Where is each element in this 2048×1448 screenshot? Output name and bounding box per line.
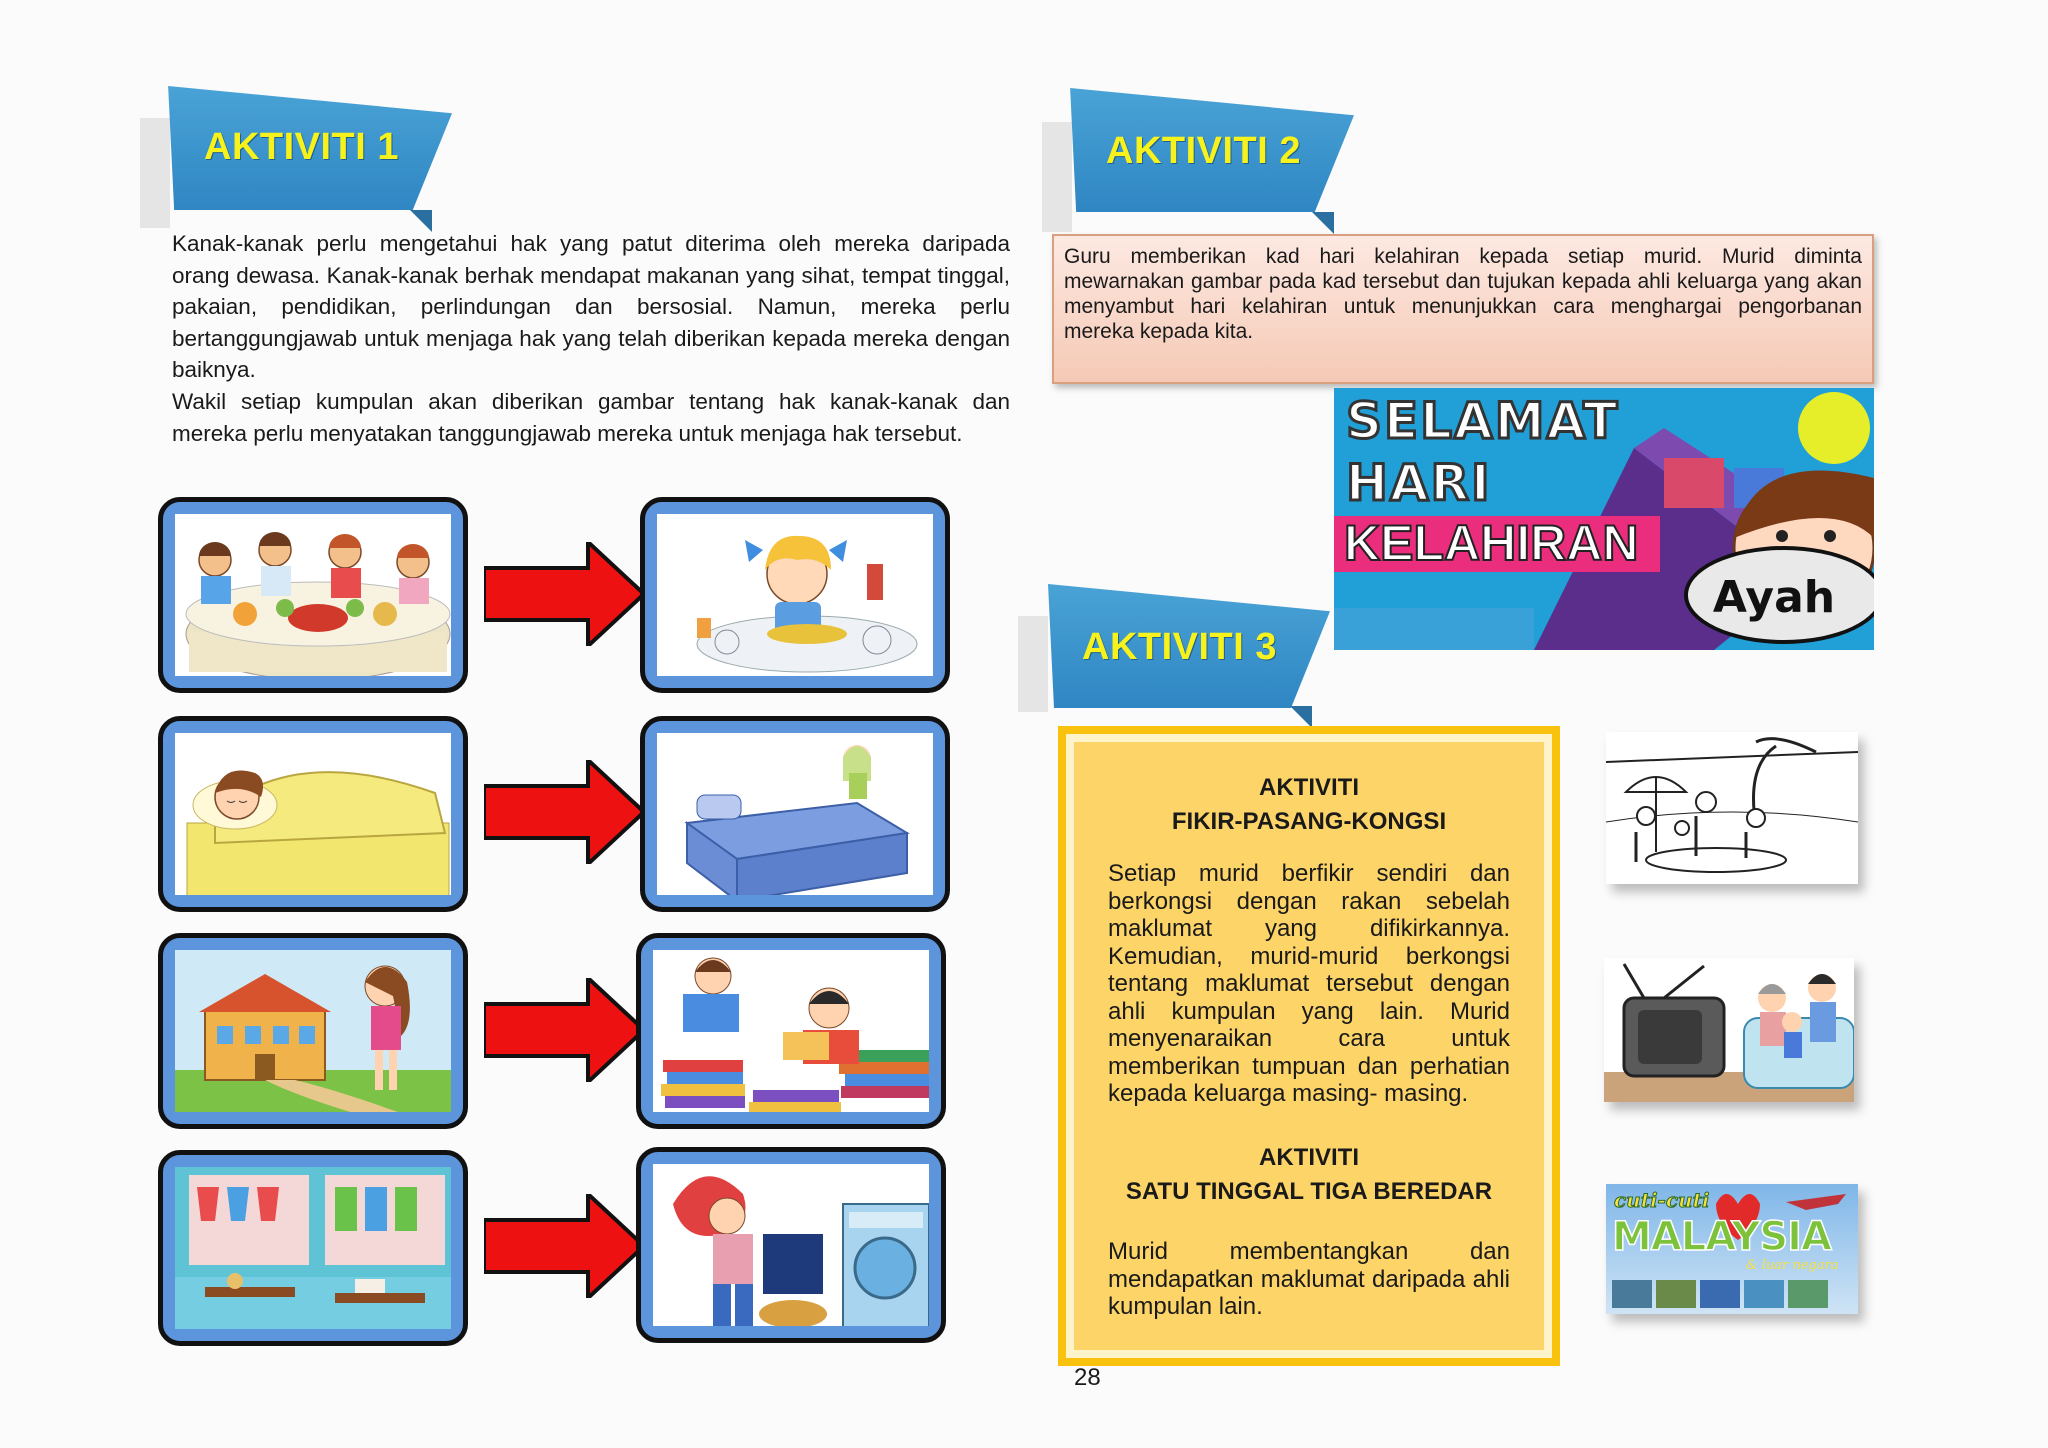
poster-name-text: Ayah	[1712, 572, 1836, 623]
arrow-2	[484, 760, 644, 864]
picture-walking-to-school	[158, 933, 468, 1129]
picture-cuti-cuti-malaysia	[1606, 1184, 1858, 1314]
picture-family-picnic	[1606, 732, 1858, 884]
poster-script-text: cuti-cuti	[1614, 1188, 1710, 1212]
arrow-4	[484, 1194, 644, 1298]
picture-washing-dishes	[640, 497, 950, 693]
poster-line-selamat: SELAMAT	[1346, 392, 1620, 450]
box-text-1: Setiap murid berfikir sendiri dan berkongsi dengan rakan sebelah maklumat yang difikirkannya. Kemudian, murid-murid berkongsi tentang maklumat tersebut dengan ahli kumpulan yang lain. Murid menyenaraikan cara untuk memberikan tumpuan dan perhatian kepada keluarga masing- masing.	[1108, 860, 1510, 1107]
poster-line-kelahiran: KELAHIRAN	[1344, 515, 1639, 571]
picture-clothing-shop	[158, 1150, 468, 1346]
box-title-2-line-1: AKTIVITI	[1259, 1144, 1359, 1171]
poster-line-hari: HARI	[1346, 454, 1492, 512]
box-title-1-line-2: FIKIR-PASANG-KONGSI	[1171, 808, 1447, 835]
arrow-1	[484, 542, 644, 646]
activity1-paragraph-1: Kanak-kanak perlu mengetahui hak yang patut diterima oleh mereka daripada orang dewasa. Kanak-kanak berhak mendapat makanan yang sihat, tempat tinggal, pakaian, pendidikan, perlindungan dan bersosial. Namun, mereka perlu bertanggungjawab untuk menjaga hak yang telah diberikan kepada mereka dengan baiknya.	[172, 231, 1010, 382]
activity2-title: AKTIVITI 2	[1106, 130, 1302, 172]
activity1-paragraph-2: Wakil setiap kumpulan akan diberikan gambar tentang hak kanak-kanak dan mereka perlu menyatakan tanggungjawab mereka untuk menjaga hak tersebut.	[172, 389, 1010, 446]
picture-reading-books	[636, 933, 946, 1129]
activity3-title: AKTIVITI 3	[1082, 626, 1278, 668]
birthday-card-poster	[1334, 388, 1874, 650]
page-number: 28	[1074, 1364, 1101, 1391]
box-text-2: Murid membentangkan dan mendapatkan maklumat daripada ahli kumpulan lain.	[1108, 1238, 1510, 1320]
picture-family-eating	[158, 497, 468, 693]
box-title-2-line-2: SATU TINGGAL TIGA BEREDAR	[1125, 1178, 1493, 1205]
activity3-box	[1058, 726, 1560, 1366]
picture-child-sleeping	[158, 716, 468, 912]
arrow-3	[484, 978, 644, 1082]
activity1-title: AKTIVITI 1	[204, 126, 400, 168]
poster-malaysia-text: MALAYSIA	[1612, 1214, 1831, 1260]
box-title-1-line-1: AKTIVITI	[1259, 774, 1359, 801]
picture-doing-laundry	[636, 1147, 946, 1343]
poster-sub-text: & luar negara	[1746, 1258, 1839, 1273]
picture-making-bed	[640, 716, 950, 912]
activity2-instruction-card: Guru memberikan kad hari kelahiran kepada setiap murid. Murid diminta mewarnakan gambar pada kad tersebut dan tujukan kepada ahli keluarga yang akan menyambut hari kelahiran untuk menunjukkan cara menghargai pengorbanan mereka kepada kita.	[1052, 234, 1874, 384]
picture-family-watching-tv	[1604, 958, 1854, 1102]
